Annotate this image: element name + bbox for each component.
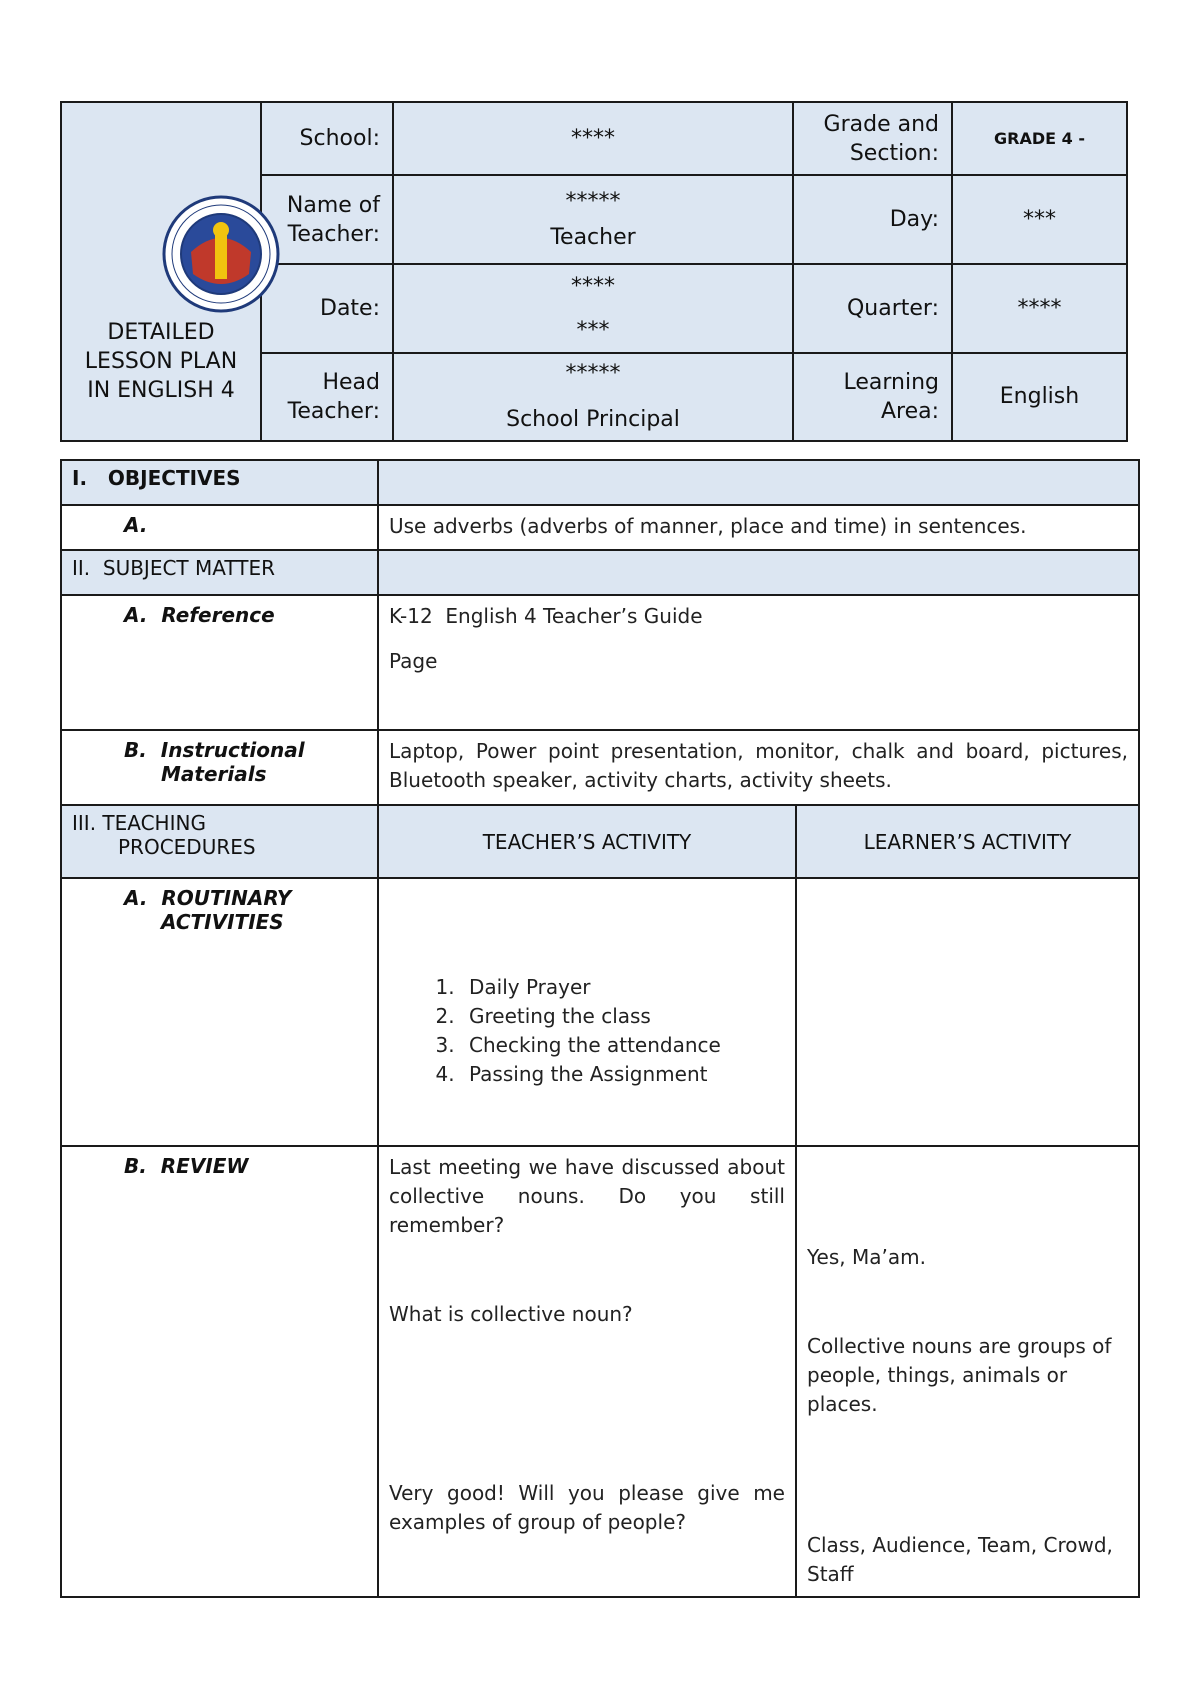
teacher-value-name: Teacher (550, 224, 636, 250)
routinary-label-line2: ACTIVITIES (161, 910, 284, 934)
reference-page: Page (389, 649, 438, 673)
routinary-label-line1: A. ROUTINARY (124, 886, 292, 910)
objectives-heading: I. OBJECTIVES (61, 460, 378, 505)
reference-text (378, 595, 1139, 730)
subject-matter-heading: II. SUBJECT MATTER (61, 550, 378, 595)
learning-area-label: Learning Area: (793, 353, 952, 441)
review-learner-a2: Collective nouns are groups of people, things, animals or places. (807, 1334, 1112, 1416)
materials-label-line1: B. Instructional (124, 738, 305, 762)
head-teacher-stars: ***** (565, 361, 621, 386)
date-value (393, 264, 793, 353)
routines-list (389, 973, 785, 1089)
review-teacher-q1: Last meeting we have discussed about collective nouns. Do you still remember? (389, 1155, 785, 1237)
procedures-heading (61, 805, 378, 878)
objectives-heading-blank (378, 460, 1139, 505)
objective-a-text: Use adverbs (adverbs of manner, place and time) in sentences. (378, 505, 1139, 550)
date-value-line1: **** (571, 273, 615, 299)
routinary-teacher (378, 878, 796, 1146)
materials-label (61, 730, 378, 805)
grade-label: Grade and Section: (793, 102, 952, 175)
lesson-plan-title: DETAILED LESSON PLAN IN ENGLISH 4 (84, 320, 238, 403)
day-label: Day: (793, 175, 952, 264)
date-label: Date: (261, 264, 393, 353)
logo-title-cell (61, 102, 261, 441)
list-item: 4. Passing the Assignment (461, 1060, 785, 1089)
list-item: 1. Daily Prayer (461, 973, 785, 1002)
deped-seal-icon (161, 194, 281, 314)
head-teacher-label: Head Teacher: (261, 353, 393, 441)
learner-activity-header: LEARNER’S ACTIVITY (796, 805, 1139, 878)
review-teacher-q3: Very good! Will you please give me examples of group of people? (389, 1481, 785, 1534)
lesson-plan-table (60, 459, 1140, 1598)
procedures-heading-line2: PROCEDURES (118, 835, 256, 859)
head-teacher-name: School Principal (506, 407, 680, 432)
teacher-value-stars: ***** (565, 188, 621, 214)
header-table (60, 101, 1128, 442)
review-learner-a1: Yes, Ma’am. (807, 1245, 926, 1269)
list-item: 2. Greeting the class (461, 1002, 785, 1031)
quarter-label: Quarter: (793, 264, 952, 353)
list-item: 3. Checking the attendance (461, 1031, 785, 1060)
procedures-heading-line1: III. TEACHING (72, 811, 206, 835)
reference-guide: K-12 English 4 Teacher’s Guide (389, 604, 703, 628)
objective-a-label: A. (61, 505, 378, 550)
routinary-label (61, 878, 378, 1146)
review-teacher (378, 1146, 796, 1597)
school-label: School: (261, 102, 393, 175)
school-value: **** (393, 102, 793, 175)
learning-area-value: English (952, 353, 1127, 441)
review-teacher-q2: What is collective noun? (389, 1302, 633, 1326)
teacher-value (393, 175, 793, 264)
date-value-line2: *** (576, 317, 610, 343)
subject-matter-heading-blank (378, 550, 1139, 595)
teacher-activity-header: TEACHER’S ACTIVITY (378, 805, 796, 878)
review-label: B. REVIEW (61, 1146, 378, 1597)
grade-value: GRADE 4 - (952, 102, 1127, 175)
day-value: *** (952, 175, 1127, 264)
head-teacher-value (393, 353, 793, 441)
teacher-label: Name of Teacher: (261, 175, 393, 264)
review-learner (796, 1146, 1139, 1597)
reference-label: A. Reference (61, 595, 378, 730)
routinary-learner (796, 878, 1139, 1146)
review-learner-a3: Class, Audience, Team, Crowd, Staff (807, 1533, 1113, 1586)
quarter-value: **** (952, 264, 1127, 353)
materials-label-line2: Materials (161, 762, 267, 786)
materials-text: Laptop, Power point presentation, monitor, chalk and board, pictures, Bluetooth speaker, activity charts, activity sheets. (378, 730, 1139, 805)
